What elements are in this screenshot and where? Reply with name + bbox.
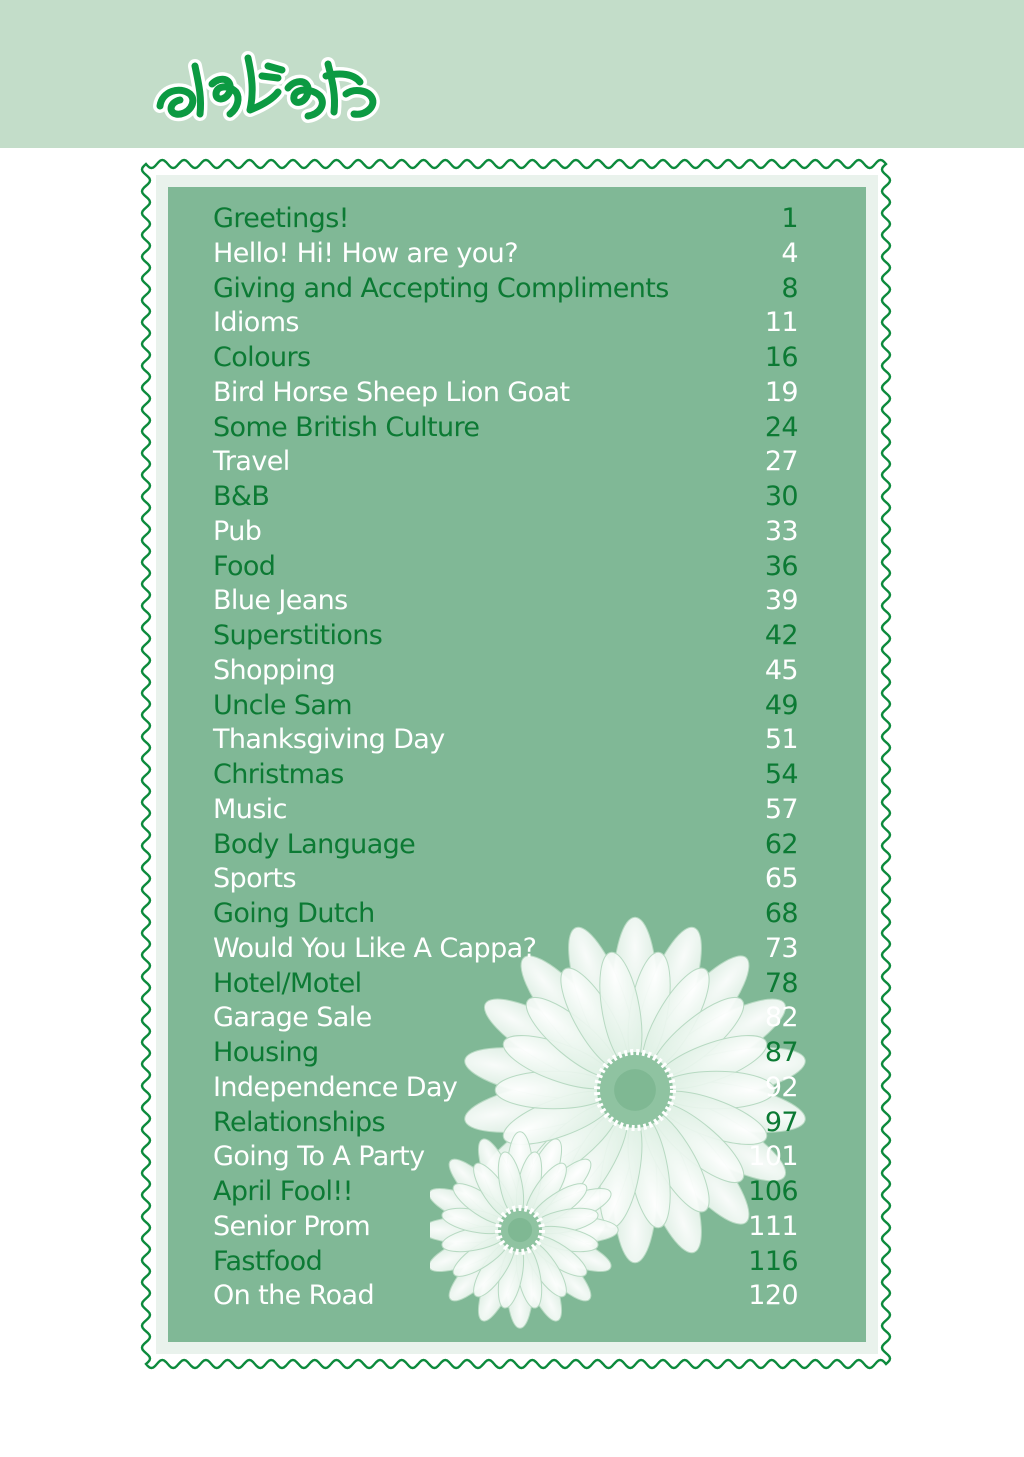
toc-entry-page-number: 82	[764, 1002, 798, 1034]
toc-entry[interactable]	[213, 1175, 798, 1210]
toc-entry-title: Superstitions	[213, 620, 383, 651]
toc-entry-page-number: 120	[748, 1280, 798, 1312]
toc-entry-title: Christmas	[213, 759, 344, 790]
toc-entry-page-number: 33	[764, 515, 798, 547]
toc-entry-page-number: 8	[781, 272, 798, 304]
toc-entry-title: Idioms	[213, 307, 299, 339]
toc-entry-title: Colours	[213, 342, 311, 373]
toc-entry-title: Senior Prom	[213, 1210, 371, 1242]
toc-entry-title: Fastfood	[213, 1245, 323, 1277]
toc-entry-page-number: 42	[764, 620, 798, 651]
toc-entry-title: Blue Jeans	[213, 585, 348, 617]
toc-entry-title: Body Language	[213, 828, 416, 860]
toc-entry-title: On the Road	[213, 1280, 374, 1312]
toc-entry-page-number: 49	[764, 689, 798, 721]
toc-entry[interactable]	[213, 1245, 798, 1280]
toc-entry[interactable]	[213, 897, 798, 932]
toc-entry-title: Independence Day	[213, 1071, 458, 1103]
toc-entry-page-number: 54	[764, 759, 798, 790]
toc-entry-title: Greetings!	[213, 203, 349, 234]
toc-entry-title: Would You Like A Cappa?	[213, 932, 537, 964]
toc-entry-title: Going Dutch	[213, 898, 375, 929]
toc-entry[interactable]	[213, 202, 798, 237]
toc-entry-title: Hello! Hi! How are you?	[213, 237, 518, 269]
toc-entry-title: Relationships	[213, 1106, 386, 1138]
toc-entry[interactable]	[213, 689, 798, 724]
contents-title-script	[150, 36, 390, 136]
toc-entry-title: Travel	[213, 446, 290, 478]
toc-entry-title: Bird Horse Sheep Lion Goat	[213, 376, 570, 408]
toc-entry-page-number: 45	[764, 654, 798, 686]
toc-entry-page-number: 73	[764, 932, 798, 964]
toc-entry[interactable]	[213, 723, 798, 758]
toc-entry-title: Hotel/Motel	[213, 967, 362, 999]
toc-entry-page-number: 68	[764, 898, 798, 929]
toc-entry[interactable]	[213, 445, 798, 480]
toc-entry[interactable]	[213, 1001, 798, 1036]
toc-entry-page-number: 92	[764, 1071, 798, 1103]
toc-entry[interactable]	[213, 306, 798, 341]
toc-entry[interactable]	[213, 1036, 798, 1071]
toc-entry[interactable]	[213, 376, 798, 411]
toc-entry[interactable]	[213, 515, 798, 550]
toc-entry-title: Giving and Accepting Compliments	[213, 272, 669, 304]
toc-entry-title: Shopping	[213, 654, 335, 686]
toc-entry-page-number: 27	[764, 446, 798, 478]
toc-entry[interactable]	[213, 411, 798, 446]
toc-entry[interactable]	[213, 862, 798, 897]
toc-entry-page-number: 101	[748, 1141, 798, 1173]
table-of-contents	[213, 202, 798, 1314]
toc-entry-page-number: 39	[764, 585, 798, 617]
toc-entry-page-number: 16	[764, 342, 798, 373]
toc-entry-title: Some British Culture	[213, 411, 480, 443]
toc-entry[interactable]	[213, 237, 798, 272]
toc-entry-page-number: 111	[748, 1210, 798, 1242]
toc-entry[interactable]	[213, 758, 798, 793]
toc-entry-page-number: 65	[764, 863, 798, 895]
toc-entry-page-number: 36	[764, 550, 798, 582]
toc-entry-page-number: 30	[764, 481, 798, 512]
toc-entry-title: Pub	[213, 515, 262, 547]
toc-entry[interactable]	[213, 1071, 798, 1106]
toc-entry-title: Food	[213, 550, 276, 582]
toc-entry[interactable]	[213, 932, 798, 967]
toc-entry[interactable]	[213, 272, 798, 307]
toc-entry[interactable]	[213, 341, 798, 376]
toc-entry-title: Thanksgiving Day	[213, 724, 445, 756]
toc-entry[interactable]	[213, 967, 798, 1002]
toc-entry-page-number: 4	[781, 237, 798, 269]
toc-entry-title: Garage Sale	[213, 1002, 372, 1034]
toc-entry[interactable]	[213, 619, 798, 654]
toc-entry[interactable]	[213, 1106, 798, 1141]
toc-entry-page-number: 87	[764, 1037, 798, 1068]
toc-entry[interactable]	[213, 550, 798, 585]
toc-entry-page-number: 1	[781, 203, 798, 234]
toc-entry-title: Music	[213, 793, 287, 825]
toc-entry-title: Uncle Sam	[213, 689, 352, 721]
toc-entry-page-number: 57	[764, 793, 798, 825]
toc-entry-page-number: 51	[764, 724, 798, 756]
toc-entry[interactable]	[213, 654, 798, 689]
toc-entry-page-number: 116	[748, 1245, 798, 1277]
toc-entry-title: B&B	[213, 481, 270, 512]
toc-entry-page-number: 19	[764, 376, 798, 408]
toc-entry-title: April Fool!!	[213, 1176, 353, 1207]
toc-entry[interactable]	[213, 828, 798, 863]
toc-entry[interactable]	[213, 1279, 798, 1314]
toc-entry-title: Housing	[213, 1037, 319, 1068]
toc-entry[interactable]	[213, 584, 798, 619]
toc-entry[interactable]	[213, 1210, 798, 1245]
toc-entry-page-number: 11	[764, 307, 798, 339]
toc-entry-page-number: 24	[764, 411, 798, 443]
toc-entry-page-number: 97	[764, 1106, 798, 1138]
toc-entry[interactable]	[213, 1140, 798, 1175]
toc-entry[interactable]	[213, 480, 798, 515]
toc-entry[interactable]	[213, 793, 798, 828]
toc-entry-page-number: 106	[748, 1176, 798, 1207]
toc-entry-page-number: 78	[764, 967, 798, 999]
toc-entry-page-number: 62	[764, 828, 798, 860]
toc-entry-title: Sports	[213, 863, 296, 895]
toc-entry-title: Going To A Party	[213, 1141, 425, 1173]
